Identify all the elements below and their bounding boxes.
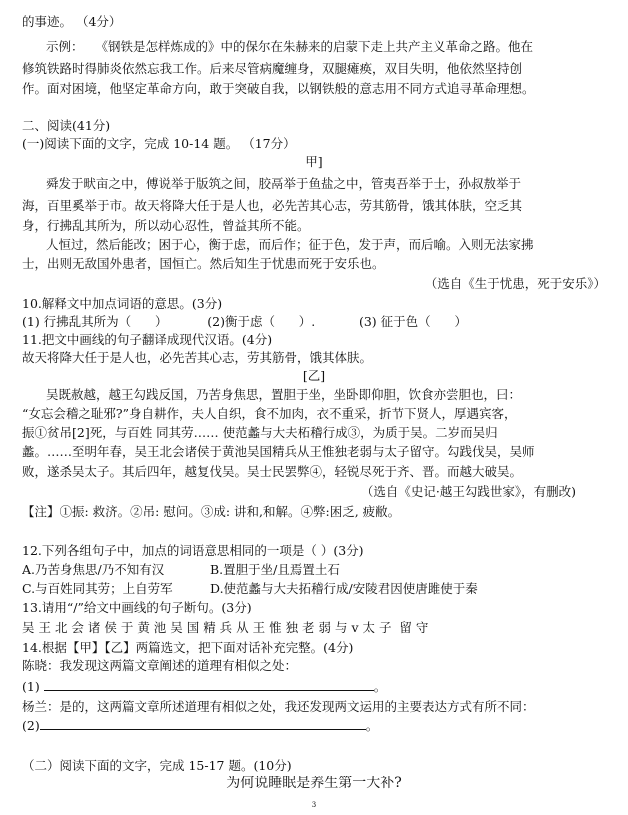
option-a: A.乃苦身焦思/乃不知有汉 xyxy=(22,562,165,577)
jia-p1-line2 xyxy=(22,198,614,213)
question-11-sentence: 故天将降大任于是人也，必先苦其心志，劳其筋骨，饿其体肤。 xyxy=(22,350,373,365)
section-heading: 二、阅读(41分) xyxy=(22,118,111,133)
option-d: D.使范蠡与大夫拓稽行成/安陵君因使唐雎使于秦 xyxy=(210,581,478,596)
blank-line-2[interactable] xyxy=(40,718,366,730)
question-12: 12.下列各组句子中，加点的词语意思相同的一项是（ ）(3分) xyxy=(22,543,364,558)
dialogue-chen: 陈晓：我发现这两篇文章阐述的道理有相似之处： xyxy=(22,658,298,673)
question-14: 14.根据【甲】【乙】两篇选文，把下面对话补充完整。(4分) xyxy=(22,640,354,655)
page-number: 3 xyxy=(311,801,317,809)
intro-line1: 的事迹。 （4分） xyxy=(22,14,122,29)
yi-source: （选自《史记·越王勾践世家》，有删改) xyxy=(360,484,576,499)
yi-line2: “女忘会稽之耻邪?”身自耕作，夫人自织，食不加肉，衣不重采，折节下贤人，厚遇宾客， xyxy=(22,406,517,421)
jia-p2-line2: 士，出则无敌国外患者，国恒亡。然后知生于忧患而死于安乐也。 xyxy=(22,256,385,271)
subsection-1: (一)阅读下面的文字，完成 10-14 题。 （17分） xyxy=(22,136,296,151)
question-10-options: (1) 行拂乱其所为（ ） (2)衡于虑（ ）. (3) 征于色（ ） xyxy=(22,314,468,329)
jia-underlined: 必先苦其心志，劳其筋骨，饿其体肤 xyxy=(272,198,473,213)
answer-blank-2: (2) 。 xyxy=(22,718,379,733)
yi-underlined: 吴王北会诸侯于黄池吴国精兵从王惟独老弱与太子留守 xyxy=(134,444,435,459)
article-title: 为何说睡眠是养生第一大补? xyxy=(226,776,402,791)
question-11: 11.把文中画线的句子翻译成现代汉语。(4分) xyxy=(22,332,273,347)
yi-text-end: 。勾践伐吴，吴师 xyxy=(434,444,535,459)
example-label: 示例： xyxy=(46,39,84,54)
example-text: 《钢铁是怎样炼成的》中的保尔在朱赫来的启蒙下走上共产主义革命之路。他在 xyxy=(95,39,533,54)
blank-line-1[interactable] xyxy=(44,679,374,691)
yi-text: 蠡。……至明年春， xyxy=(22,444,135,459)
example-line2: 修筑铁路时得肺炎依然忘我工作。后来尽管病魔缠身，双腿瘫痪，双目失明，他依然坚持创 xyxy=(22,61,523,76)
question-13: 13.请用“/”给文中画线的句子断句。(3分) xyxy=(22,600,252,615)
jia-text-end: ，空乏其 xyxy=(472,198,523,213)
jia-p1-line1: 舜发于畎亩之中，傅说举于版筑之间，胶鬲举于鱼盐之中，管夷吾举于士，孙叔敖举于 xyxy=(46,176,522,191)
jia-source: （选自《生于忧患，死于安乐》） xyxy=(424,276,606,291)
jia-text: 海，百里奚举于市。故天将降大任于是人也， xyxy=(22,198,273,213)
yi-line1: 吴既赦越，越王勾践反国，乃苦身焦思，置胆于坐，坐卧即仰胆，饮食亦尝胆也，曰： xyxy=(46,387,522,402)
passage-jia-title: 甲] xyxy=(305,154,323,169)
question-10: 10.解释文中加点词语的意思。(3分) xyxy=(22,296,223,311)
jia-p2-line1: 人恒过，然后能改；困于心，衡于虑，而后作；征于色，发于声，而后喻。入则无法家拂 xyxy=(46,237,534,252)
question-13-sentence: 吴 王 北 会 诸 侯 于 黄 池 吴 国 精 兵 从 王 惟 独 老 弱 与 v 太 子 留 守 xyxy=(22,620,429,635)
annotation-note: 【注】①振: 救济。②吊: 慰问。③成: 讲和,和解。④弊:困乏, 疲敝。 xyxy=(22,504,401,519)
answer-blank-1: (1) 。 xyxy=(22,679,387,694)
question-12-ab xyxy=(22,562,614,577)
question-12-cd xyxy=(22,581,614,596)
yi-line5: 败，遂杀吴太子。其后四年，越复伐吴。吴士民罢弊④，轻锐尽死于齐、晋。而越大破吴。 xyxy=(22,464,523,479)
jia-p1-line3: 身，行拂乱其所为，所以动心忍性，曾益其所不能。 xyxy=(22,218,310,233)
yi-line4 xyxy=(22,444,614,459)
example-line3: 作。面对困境，他坚定革命方向，敢于突破自我，以钢铁般的意志用不同方式追寻革命理想。 xyxy=(22,81,535,96)
subsection-2: （二）阅读下面的文字，完成 15-17 题。(10分) xyxy=(22,758,292,773)
dialogue-yang: 杨兰：是的，这两篇文章所述道理有相似之处，我还发现两文运用的主要表达方式有所不同： xyxy=(22,699,535,714)
option-c: C.与百姓同其劳；上自劳军 xyxy=(22,581,173,596)
example-line1 xyxy=(46,39,614,54)
passage-yi-title: [乙] xyxy=(302,368,326,383)
option-b: B.置胆于坐/且焉置土石 xyxy=(210,562,340,577)
yi-line3: 振①贫吊[2]死，与百姓 同其劳…… 使范蠡与大夫柘稽行成③，为质于吴。二岁而吴归 xyxy=(22,425,498,440)
